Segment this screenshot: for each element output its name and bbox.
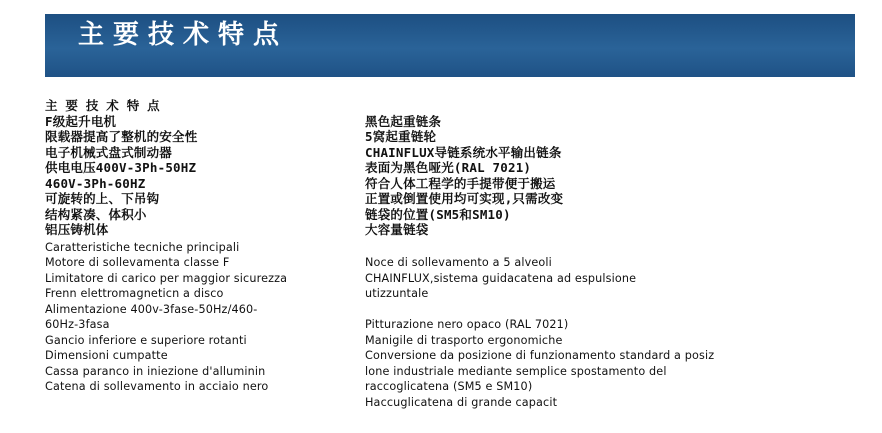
zh-line: 结构紧凑、体积小 <box>45 206 147 222</box>
it-line: Catena di sollevamento in acciaio nero <box>45 380 269 393</box>
zh-line: F级起升电机 <box>45 113 117 129</box>
it-line: 60Hz-3fasa <box>45 318 110 331</box>
it-line: Gancio inferiore e superiore rotanti <box>45 333 247 347</box>
it-line: Frenn elettromagneticn a disco <box>45 287 224 300</box>
right-spec-column <box>365 98 835 410</box>
zh-line: 大容量链袋 <box>365 222 429 237</box>
it-line: Cassa paranco in iniezione d'alluminin <box>45 364 266 378</box>
zh-line: 铝压铸机体 <box>45 222 109 237</box>
zh-line: 表面为黑色哑光(RAL 7021) <box>365 160 532 175</box>
zh-line: 460V-3Ph-60HZ <box>45 175 146 191</box>
it-line: Caratteristiche tecniche principali <box>45 240 240 254</box>
zh-line: 限载器提高了整机的安全性 <box>45 129 198 144</box>
zh-line: CHAINFLUX导链系统水平输出链条 <box>365 144 562 160</box>
section-title: 主要技术特点 <box>78 20 289 50</box>
it-line <box>365 302 835 318</box>
zh-line: 链袋的位置(SM5和SM10) <box>365 206 511 222</box>
it-line: lone industriale mediante semplice spostamento del <box>365 364 667 378</box>
zh-line: 5窝起重链轮 <box>365 129 437 144</box>
zh-line: 电子机械式盘式制动器 <box>45 144 173 160</box>
it-line: Limitatore di carico per maggior sicurezza <box>45 271 288 285</box>
zh-line: 可旋转的上、下吊钩 <box>45 191 160 206</box>
it-line <box>365 240 835 256</box>
it-line: Manigile di trasporto ergonomiche <box>365 333 563 347</box>
zh-line: 正置或倒置使用均可实现,只需改变 <box>365 191 564 206</box>
it-line: Conversione da posizione di funzionamento standard a posiz <box>365 349 715 362</box>
it-line: raccoglicatena (SM5 e SM10) <box>365 380 533 393</box>
it-line: utizzuntale <box>365 287 429 300</box>
it-line: Motore di sollevamenta classe F <box>45 256 230 269</box>
zh-line: 符合人体工程学的手提带便于搬运 <box>365 175 556 191</box>
zh-line: 主 要 技 术 特 点 <box>45 98 160 113</box>
it-line: Dimensioni cumpatte <box>45 349 168 362</box>
zh-line <box>365 98 835 114</box>
it-line: Alimentazione 400v-3fase-50Hz/460- <box>45 302 258 316</box>
left-spec-column <box>45 98 363 395</box>
zh-line: 黑色起重链条 <box>365 113 442 129</box>
it-line: Haccuglicatena di grande capacit <box>365 395 558 409</box>
it-line: Noce di sollevamento a 5 alveoli <box>365 256 552 269</box>
it-line: CHAINFLUX,sistema guidacatena ad espulsione <box>365 271 637 285</box>
it-line: Pitturazione nero opaco (RAL 7021) <box>365 318 569 331</box>
zh-line: 供电电压400V-3Ph-50HZ <box>45 160 197 175</box>
